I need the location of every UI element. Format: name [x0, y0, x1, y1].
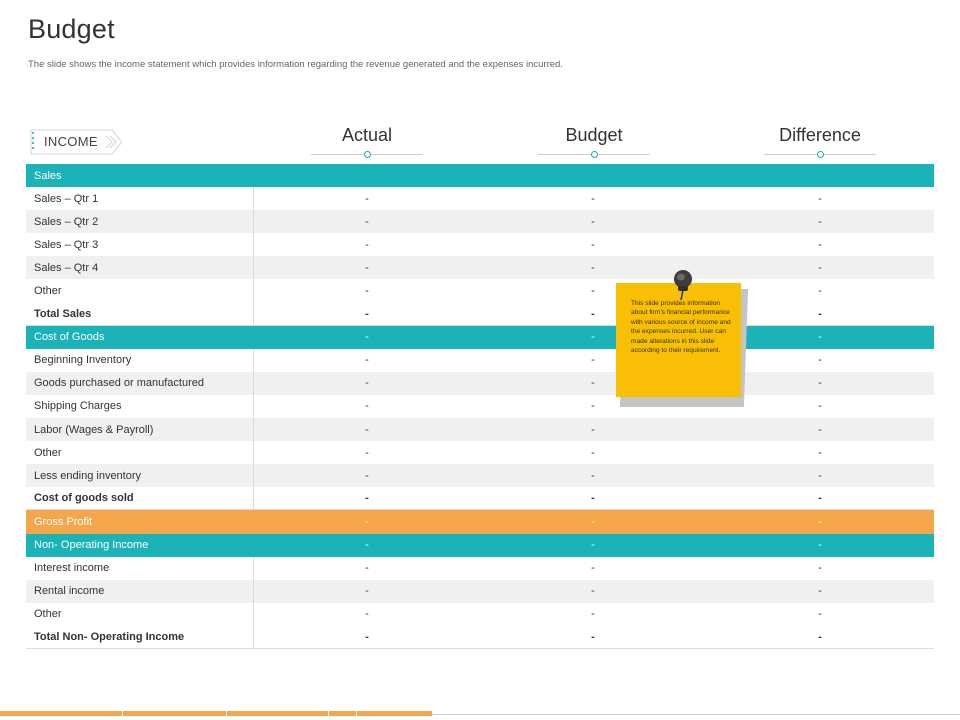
table-row [26, 233, 934, 256]
section-header-row [26, 326, 934, 349]
row-label: Rental income [34, 585, 105, 598]
row-value-difference: - [818, 215, 822, 228]
sticky-note [614, 283, 746, 408]
circle-marker-icon [364, 151, 371, 158]
table-row [26, 603, 934, 626]
row-value-actual: - [365, 562, 369, 575]
row-label: Shipping Charges [34, 400, 122, 413]
row-value-budget: - [591, 562, 595, 575]
row-value-budget: - [591, 608, 595, 621]
table-row [26, 279, 934, 302]
row-value-actual: - [365, 539, 369, 552]
column-header-budget [538, 125, 650, 146]
row-value-difference: - [818, 307, 822, 320]
table-row [26, 580, 934, 603]
row-value-budget: - [591, 331, 595, 344]
row-label: Labor (Wages & Payroll) [34, 423, 154, 436]
column-header-label: Difference [779, 125, 861, 145]
column-header-actual [311, 125, 423, 146]
row-value-difference: - [818, 423, 822, 436]
row-value-budget: - [591, 354, 595, 367]
row-value-actual: - [365, 261, 369, 274]
total-row [26, 487, 934, 510]
pushpin-icon [670, 269, 696, 301]
row-value-budget: - [591, 469, 595, 482]
row-value-actual: - [365, 515, 369, 528]
total-row [26, 303, 934, 326]
table-row [26, 395, 934, 418]
income-tag [30, 129, 124, 155]
row-label: Sales – Qtr 1 [34, 192, 99, 205]
section-header-row [26, 534, 934, 557]
income-label: INCOME [44, 134, 98, 149]
row-value-actual: - [365, 400, 369, 413]
row-label: Less ending inventory [34, 469, 142, 482]
row-value-actual: - [365, 377, 369, 390]
table-row [26, 187, 934, 210]
row-value-budget: - [591, 446, 595, 459]
row-value-difference: - [818, 446, 822, 459]
row-label: Gross Profit [34, 515, 93, 528]
row-value-difference: - [818, 562, 822, 575]
row-value-budget: - [591, 515, 595, 528]
row-value-difference: - [818, 285, 822, 298]
row-value-difference: - [818, 261, 822, 274]
row-label: Interest income [34, 562, 110, 575]
row-value-actual: - [365, 492, 369, 505]
table-row [26, 349, 934, 372]
row-label: Cost of goods sold [34, 492, 134, 505]
row-label: Sales – Qtr 4 [34, 261, 99, 274]
row-value-actual: - [365, 238, 369, 251]
row-value-actual: - [365, 630, 369, 643]
row-value-difference: - [818, 492, 822, 505]
row-value-actual: - [365, 608, 369, 621]
row-label: Non- Operating Income [34, 539, 149, 552]
table-row [26, 557, 934, 580]
row-value-budget: - [591, 307, 595, 320]
table-row [26, 256, 934, 279]
table-row [26, 441, 934, 464]
row-value-budget: - [591, 539, 595, 552]
row-value-budget: - [591, 261, 595, 274]
page-title: Budget [28, 14, 115, 44]
row-value-budget: - [591, 492, 595, 505]
row-value-difference: - [818, 469, 822, 482]
row-value-actual: - [365, 585, 369, 598]
row-value-budget: - [591, 377, 595, 390]
row-value-difference: - [818, 608, 822, 621]
row-label: Sales – Qtr 2 [34, 215, 99, 228]
row-value-budget: - [591, 630, 595, 643]
row-value-actual: - [365, 307, 369, 320]
row-value-actual: - [365, 423, 369, 436]
row-value-actual: - [365, 192, 369, 205]
row-value-actual: - [365, 215, 369, 228]
row-label: Beginning Inventory [34, 354, 132, 367]
sticky-note-text: This slide provides information about firm’s financial performance with various source of income and the expenses incurred. User can made alterations in this slide according to their requirement. [631, 300, 731, 355]
row-value-budget: - [591, 423, 595, 436]
row-label: Cost of Goods [34, 331, 105, 344]
column-header-label: Actual [341, 125, 393, 145]
row-value-budget: - [591, 192, 595, 205]
table-row [26, 372, 934, 395]
row-label: Other [34, 446, 62, 459]
row-value-actual: - [365, 354, 369, 367]
column-header-label: Budget [565, 125, 623, 145]
total-row [26, 626, 934, 649]
table-row [26, 210, 934, 233]
row-value-actual: - [365, 469, 369, 482]
row-value-difference: - [818, 515, 822, 528]
row-value-difference: - [818, 238, 822, 251]
row-value-difference: - [818, 377, 822, 390]
row-value-actual: - [365, 331, 369, 344]
row-value-difference: - [818, 585, 822, 598]
footer-line [432, 714, 960, 715]
row-value-difference: - [818, 192, 822, 205]
row-label: Total Sales [34, 307, 92, 320]
page-subtitle: The slide shows the income statement which provides information regarding the revenue generated and the expenses incurred. [28, 59, 563, 70]
row-value-budget: - [591, 400, 595, 413]
row-value-actual: - [365, 285, 369, 298]
row-value-budget: - [591, 238, 595, 251]
row-value-actual: - [365, 446, 369, 459]
row-label: Sales [34, 169, 62, 182]
row-label: Other [34, 608, 62, 621]
section-header-row [26, 510, 934, 533]
row-value-difference: - [818, 630, 822, 643]
row-value-budget: - [591, 285, 595, 298]
row-value-budget: - [591, 215, 595, 228]
row-label: Sales – Qtr 3 [34, 238, 99, 251]
footer-accent-bar [0, 711, 432, 716]
row-value-difference: - [818, 331, 822, 344]
table-row [26, 464, 934, 487]
row-label: Other [34, 285, 62, 298]
row-label: Goods purchased or manufactured [34, 377, 204, 390]
column-header-difference [764, 125, 876, 146]
section-header-row [26, 164, 934, 187]
row-label: Total Non- Operating Income [34, 630, 185, 643]
budget-table [26, 164, 934, 649]
circle-marker-icon [591, 151, 598, 158]
row-value-difference: - [818, 539, 822, 552]
circle-marker-icon [817, 151, 824, 158]
row-value-budget: - [591, 585, 595, 598]
table-row [26, 418, 934, 441]
row-value-difference: - [818, 400, 822, 413]
row-value-difference: - [818, 354, 822, 367]
